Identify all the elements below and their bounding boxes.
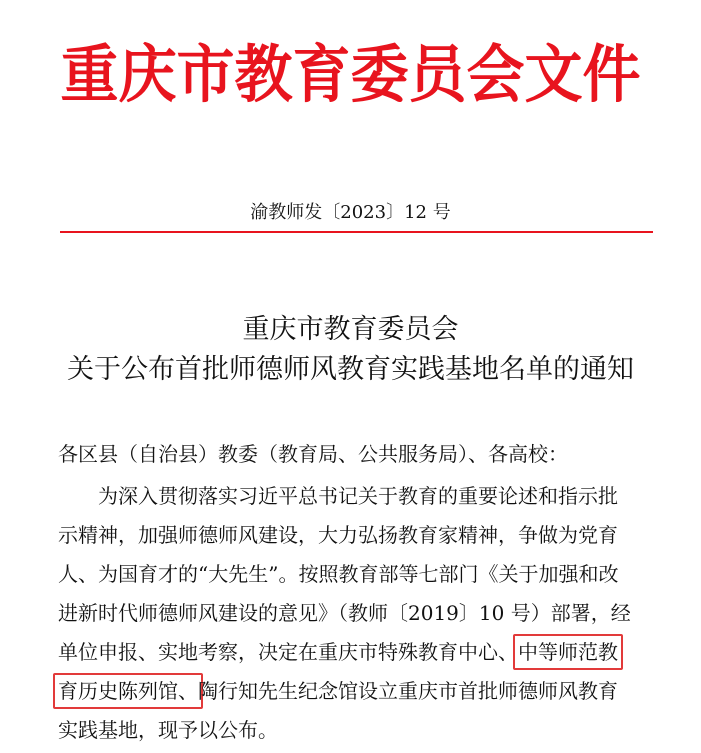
document-header-title: 重庆市教育委员会文件 [60, 37, 641, 112]
body-line-1: 为深入贯彻落实习近平总书记关于教育的重要论述和指示批 [98, 484, 618, 508]
document-number: 渝教师发〔2023〕12 号 [250, 202, 451, 223]
body-line-5 [58, 638, 618, 666]
notice-title-line-2: 关于公布首批师德师风教育实践基地名单的通知 [67, 354, 634, 385]
notice-title-line-1: 重庆市教育委员会 [242, 314, 459, 345]
body-line-3: 人、为国育才的“大先生”。按照教育部等七部门《关于加强和改 [58, 562, 619, 586]
body-line-6-text: 陶行知先生纪念馆设立重庆市首批师德师风教育 [198, 679, 618, 703]
body-line-4: 进新时代师德师风建设的意见》（教师〔2019〕10 号）部署，经 [58, 601, 631, 625]
body-line-5-text: 单位申报、实地考察，决定在重庆市特殊教育中心、 [58, 640, 518, 664]
notice-title [0, 310, 701, 390]
salutation: 各区县（自治县）教委（教育局、公共服务局）、各高校： [58, 442, 568, 466]
body-line-7: 实践基地，现予以公布。 [58, 718, 278, 742]
highlight-box-1: 中等师范教 [513, 634, 623, 670]
body-line-2: 示精神，加强师德师风建设，大力弘扬教育家精神，争做为党育 [58, 523, 618, 547]
red-divider-rule [60, 231, 653, 233]
highlight-box-2: 育历史陈列馆、 [53, 673, 203, 709]
body-line-6 [58, 677, 618, 705]
